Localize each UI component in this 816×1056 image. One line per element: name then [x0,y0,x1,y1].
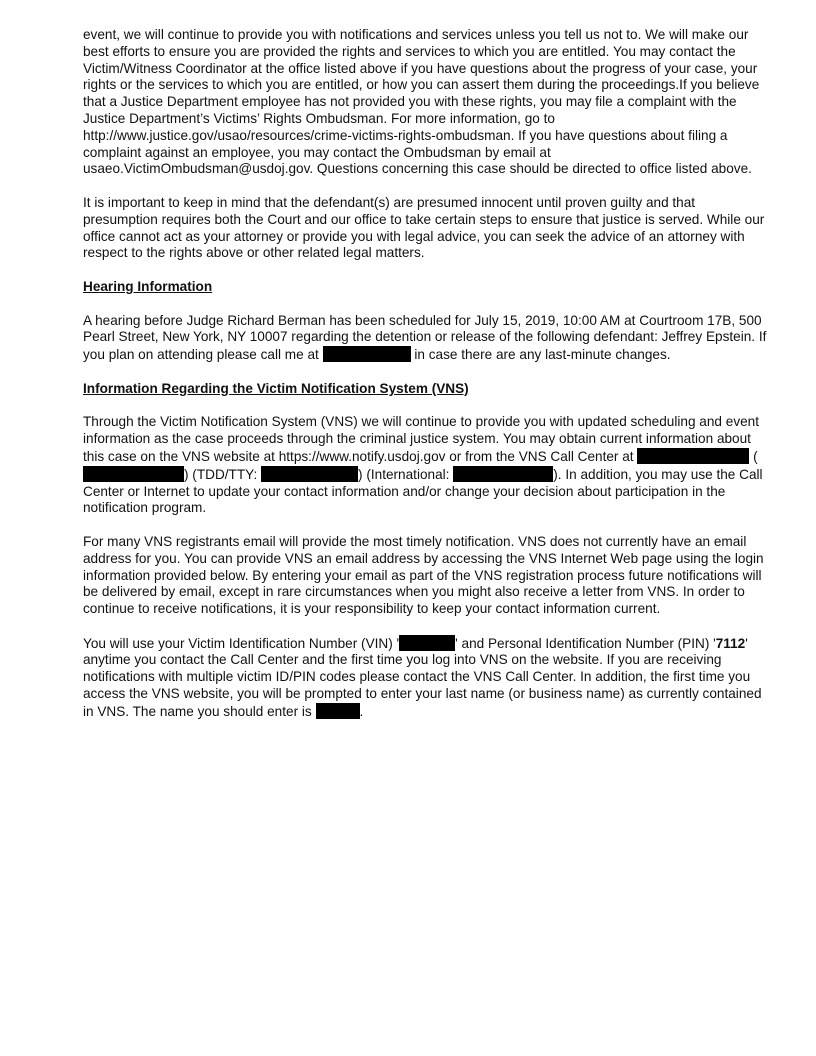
vns-paragraph [83,414,769,517]
hearing-heading: Hearing Information [83,278,213,294]
hearing-text: A hearing before Judge Richard Berman has been scheduled for July 15, 2019, 10:00 AM at Courtroom 17B, 500 Pearl Street, New York, NY 10007 regarding the detention or release of the following defendant: Jeffrey Epstein. If you plan on attending please call me at [83,312,767,363]
vns-text: Through the Victim Notification System (VNS) we will continue to provide you with updated scheduling and event information as the case proceeds through the criminal justice system. You may obtain current information about this case on the VNS website at https://www.notify.usdoj.gov or from the VNS Call Center at [83,414,760,464]
hearing-paragraph [83,313,769,364]
vin-text-rest: ' anytime you contact the Call Center and the first time you log into VNS on the website. If you are receiving notifications with multiple victim ID/PIN codes please contact the VNS Call Center. In addition, the first time you access the VNS website, you will be prompted to enter your last name (or business name) as currently contained in VNS. The name you should enter is [83,635,762,719]
vns-text-end: ). In addition, you may use the Call Center or Internet to update your contact information and/or change your decision about participation in the notification program. [83,466,763,516]
vns-heading: Information Regarding the Victim Notification System (VNS) [83,380,469,396]
vns-tty-label: ) (TDD/TTY: [184,466,258,482]
presumption-paragraph: It is important to keep in mind that the defendant(s) are presumed innocent until proven guilty and that presumption requires both the Court and our office to take certain steps to ensure that justice is served. While our office cannot act as your attorney or provide you with legal advice, you can seek the advice of an attorney with respect to the rights above or other related legal matters. [83,194,765,261]
vin-text-end: . [359,703,364,719]
vns-intl-label: ) (International: [358,466,450,482]
vin-pin-paragraph [83,635,769,721]
rights-paragraph: event, we will continue to provide you with notifications and services unless you tell us not to. We will make our best efforts to ensure you are provided the rights and services to which you are entitled. You may contact the Victim/Witness Coordinator at the office listed above if you have questions about the progress of your case, your rights or the services to which you are entitled, or how you can assert them during the proceedings.If you believe that a Justice Department employee has not provided you with these rights, you may file a complaint with the Justice Department’s Victims’ Rights Ombudsman. For more information, go to http://www.justice.gov/usao/resources/crime-victims-rights-ombudsman. If you have questions about filing a complaint against an employee, you may contact the Ombudsman by email at usaeo.VictimOmbudsman@usdoj.gov. Questions concerning this case should be directed to office listed above. [83,27,760,177]
redacted-vin [399,635,455,651]
redacted-international-number [453,466,553,482]
email-paragraph: For many VNS registrants email will provide the most timely notification. VNS does not currently have an email address for you. You can provide VNS an email address by accessing the VNS Internet Web page using the login information provided below. By entering your email as part of the VNS registration process future notifications will be delivered by email, except in rare circumstances when you might also receive a letter from VNS. In order to continue to receive notifications, it is your responsibility to keep your contact information current. [83,533,764,617]
hearing-text-end: in case there are any last-minute changes. [414,347,671,363]
redacted-tty-number [261,466,358,482]
vin-text: You will use your Victim Identification Number (VIN) ' [83,635,400,651]
redacted-name [316,703,360,719]
redacted-phone [323,346,411,362]
vns-open-paren: ( [753,448,758,464]
redacted-call-center-number [637,448,749,464]
pin-value: 7112 [715,635,746,651]
pin-label-text: ' and Personal Identification Number (PIN) ' [455,635,716,651]
document-page [83,27,769,737]
redacted-alt-number [83,466,184,482]
